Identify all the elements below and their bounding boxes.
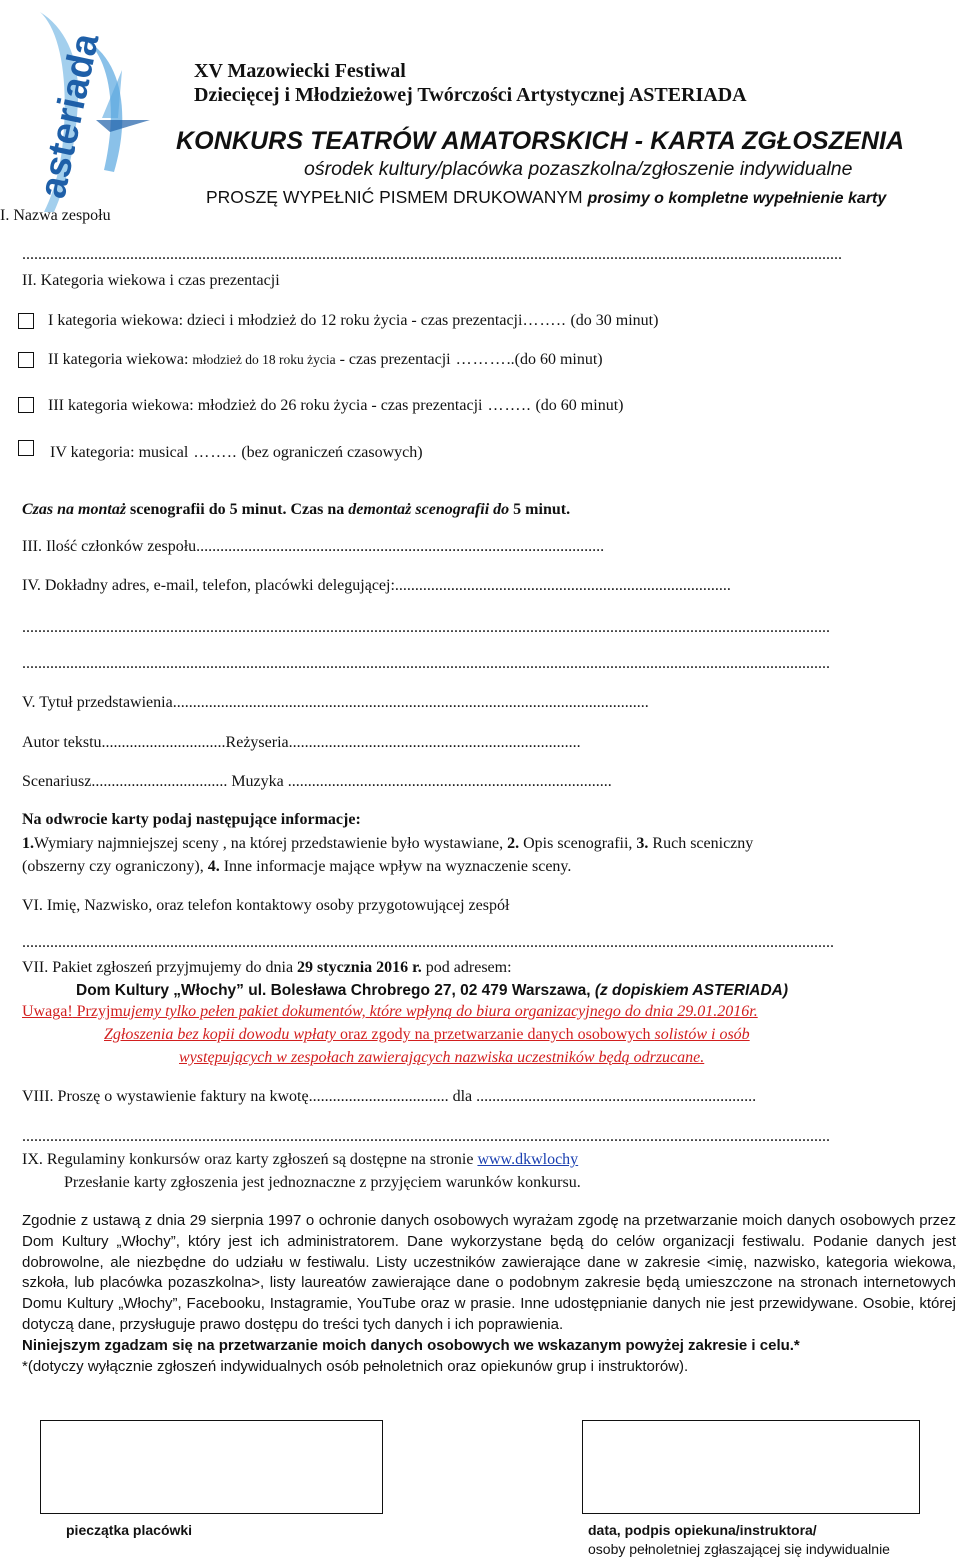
contact-person-field[interactable]: ........................................................................................................................................................................................................... bbox=[22, 934, 834, 951]
instruction-caps: PROSZĘ WYPEŁNIĆ PISMEM DRUKOWANYM bbox=[206, 187, 583, 207]
category-1-label: I kategoria wiekowa: dzieci i młodzież do 12 roku życia - czas prezentacji…….. (do 30 minut) bbox=[48, 312, 659, 329]
applicant-types: ośrodek kultury/placówka pozaszkolna/zgłoszenie indywidualne bbox=[304, 158, 853, 180]
consent-agreement: Niniejszym zgadzam się na przetwarzanie moich danych osobowych we wskazanym powyżej zakresie i celu.* bbox=[22, 1336, 800, 1354]
play-title-field[interactable]: V. Tytuł przedstawienia....................................................................................................................... bbox=[22, 694, 649, 711]
form-title: KONKURS TEATRÓW AMATORSKICH - KARTA ZGŁOSZENIA bbox=[176, 127, 905, 155]
invoice-line-2[interactable]: .......................................................................................................................................................................................................... bbox=[22, 1128, 830, 1145]
warning-line-3: występujących w zespołach zawierających nazwiska uczestników będą odrzucane. bbox=[179, 1049, 705, 1066]
section-9-label: IX. Regulaminy konkursów oraz karty zgłoszeń są dostępne na stronie www.dkwlochy bbox=[22, 1151, 579, 1168]
consent-text bbox=[22, 1211, 956, 1377]
stamp-label: pieczątka placówki bbox=[66, 1522, 193, 1538]
reverse-items-line1: 1.Wymiary najmniejszej sceny , na której przedstawienie było wystawiane, 2. Opis scenografii, 3. Ruch sceniczny bbox=[22, 835, 754, 852]
signature-box[interactable] bbox=[582, 1420, 920, 1514]
consent-footnote: *(dotyczy wyłącznie zgłoszeń indywidualnych osób pełnoletnich oraz opiekunów grup i instruktorów). bbox=[22, 1357, 689, 1375]
category-4-checkbox[interactable] bbox=[18, 440, 34, 456]
category-2-checkbox[interactable] bbox=[18, 352, 34, 368]
organizer-address: Dom Kultury „Włochy” ul. Bolesława Chrobrego 27, 02 479 Warszawa, (z dopiskiem ASTERIADA) bbox=[76, 982, 789, 999]
festival-subtitle: Dziecięcej i Młodzieżowej Twórczości Artystycznej ASTERIADA bbox=[194, 84, 747, 106]
address-line-3[interactable]: .......................................................................................................................................................................................................... bbox=[22, 655, 830, 672]
asteriada-logo bbox=[0, 0, 180, 215]
montage-time-note: Czas na montaż scenografii do 5 minut. Czas na demontaż scenografii do 5 minut. bbox=[22, 501, 571, 518]
reverse-heading: Na odwrocie karty podaj następujące informacje: bbox=[22, 811, 361, 828]
instruction-line bbox=[206, 187, 886, 208]
section-7-label: VII. Pakiet zgłoszeń przyjmujemy do dnia 29 stycznia 2016 r. pod adresem: bbox=[22, 959, 512, 976]
festival-title: XV Mazowiecki Festiwal bbox=[194, 60, 406, 82]
warning-line-2: Zgłoszenia bez kopii dowodu wpłaty oraz zgody na przetwarzanie danych osobowych solistów i osób bbox=[104, 1026, 750, 1043]
stamp-box[interactable] bbox=[40, 1420, 383, 1514]
address-line-2[interactable]: .......................................................................................................................................................................................................... bbox=[22, 619, 830, 636]
category-2-label: II kategoria wiekowa: młodzież do 18 roku życia - czas prezentacji ………..(do 60 minut) bbox=[48, 351, 603, 368]
address-field[interactable]: IV. Dokładny adres, e-mail, telefon, placówki delegującej:.................................................................................... bbox=[22, 577, 731, 594]
section-1-label: I. Nazwa zespołu bbox=[0, 207, 111, 224]
section-6-label: VI. Imię, Nazwisko, oraz telefon kontaktowy osoby przygotowującej zespół bbox=[22, 897, 510, 914]
website-link[interactable]: www.dkwlochy bbox=[477, 1151, 579, 1168]
author-director-field[interactable]: Autor tekstu...............................Reżyseria......................................................................... bbox=[22, 734, 581, 751]
warning-line-1: Uwaga! Przyjmujemy tylko pełen pakiet dokumentów, które wpłyną do biura organizacyjnego do dnia 29.01.2016r. bbox=[22, 1003, 758, 1020]
signature-label-1: data, podpis opiekuna/instruktora/ bbox=[588, 1522, 817, 1538]
section-2-label: II. Kategoria wiekowa i czas prezentacji bbox=[22, 272, 280, 289]
logo-text: asteriada bbox=[31, 29, 108, 202]
category-1-checkbox[interactable] bbox=[18, 313, 34, 329]
invoice-field[interactable]: VIII. Proszę o wystawienie faktury na kwotę................................... dla ...................................................................... bbox=[22, 1088, 757, 1105]
section-9-note: Przesłanie karty zgłoszenia jest jednoznaczne z przyjęciem warunków konkursu. bbox=[64, 1174, 581, 1191]
script-music-field[interactable]: Scenariusz.................................. Muzyka ................................................................................. bbox=[22, 773, 612, 790]
team-name-field[interactable]: ............................................................................................................................................................................................................. bbox=[22, 246, 842, 263]
signature-label-2: osoby pełnoletniej zgłaszającej się indywidualnie bbox=[588, 1541, 890, 1557]
reverse-items-line2: (obszerny czy ograniczony), 4. Inne informacje mające wpływ na wyznaczenie sceny. bbox=[22, 858, 572, 875]
category-3-label: III kategoria wiekowa: młodzież do 26 roku życia - czas prezentacji …….. (do 60 minut) bbox=[48, 397, 624, 414]
category-4-label: IV kategoria: musical …….. (bez ograniczeń czasowych) bbox=[50, 444, 423, 461]
instruction-italic: prosimy o kompletne wypełnienie karty bbox=[587, 190, 887, 207]
consent-paragraph: Zgodnie z ustawą z dnia 29 sierpnia 1997 o ochronie danych osobowych wyrażam zgodę na przetwarzanie moich danych osobowych przez Dom Kultury „Włochy”, który jest ich administratorem. Dane wykorzystane będą do celów organizacji festiwalu. Podanie danych jest dobrowolne, ale niezbędne do udziału w festiwalu. Listy uczestników zawierające dane w zakresie <imię, nazwisko, kategoria wiekowa, szkoła, lub placówka pozaszkolna>, listy laureatów zawierające dane o podobnym zakresie będą umieszczone na stronach internetowych Domu Kultury „Włochy”, Facebooku, Instagramie, YouTube oraz w prasie. Inne udostępnianie danych nie jest przewidywane. Osobie, której dotyczą dane, przysługuje prawo dostępu do treści tych danych i ich poprawienia. bbox=[22, 1212, 956, 1333]
members-count-field[interactable]: III. Ilość członków zespołu...................................................................................................... bbox=[22, 538, 605, 555]
logo-graphic bbox=[0, 0, 180, 215]
category-3-checkbox[interactable] bbox=[18, 397, 34, 413]
